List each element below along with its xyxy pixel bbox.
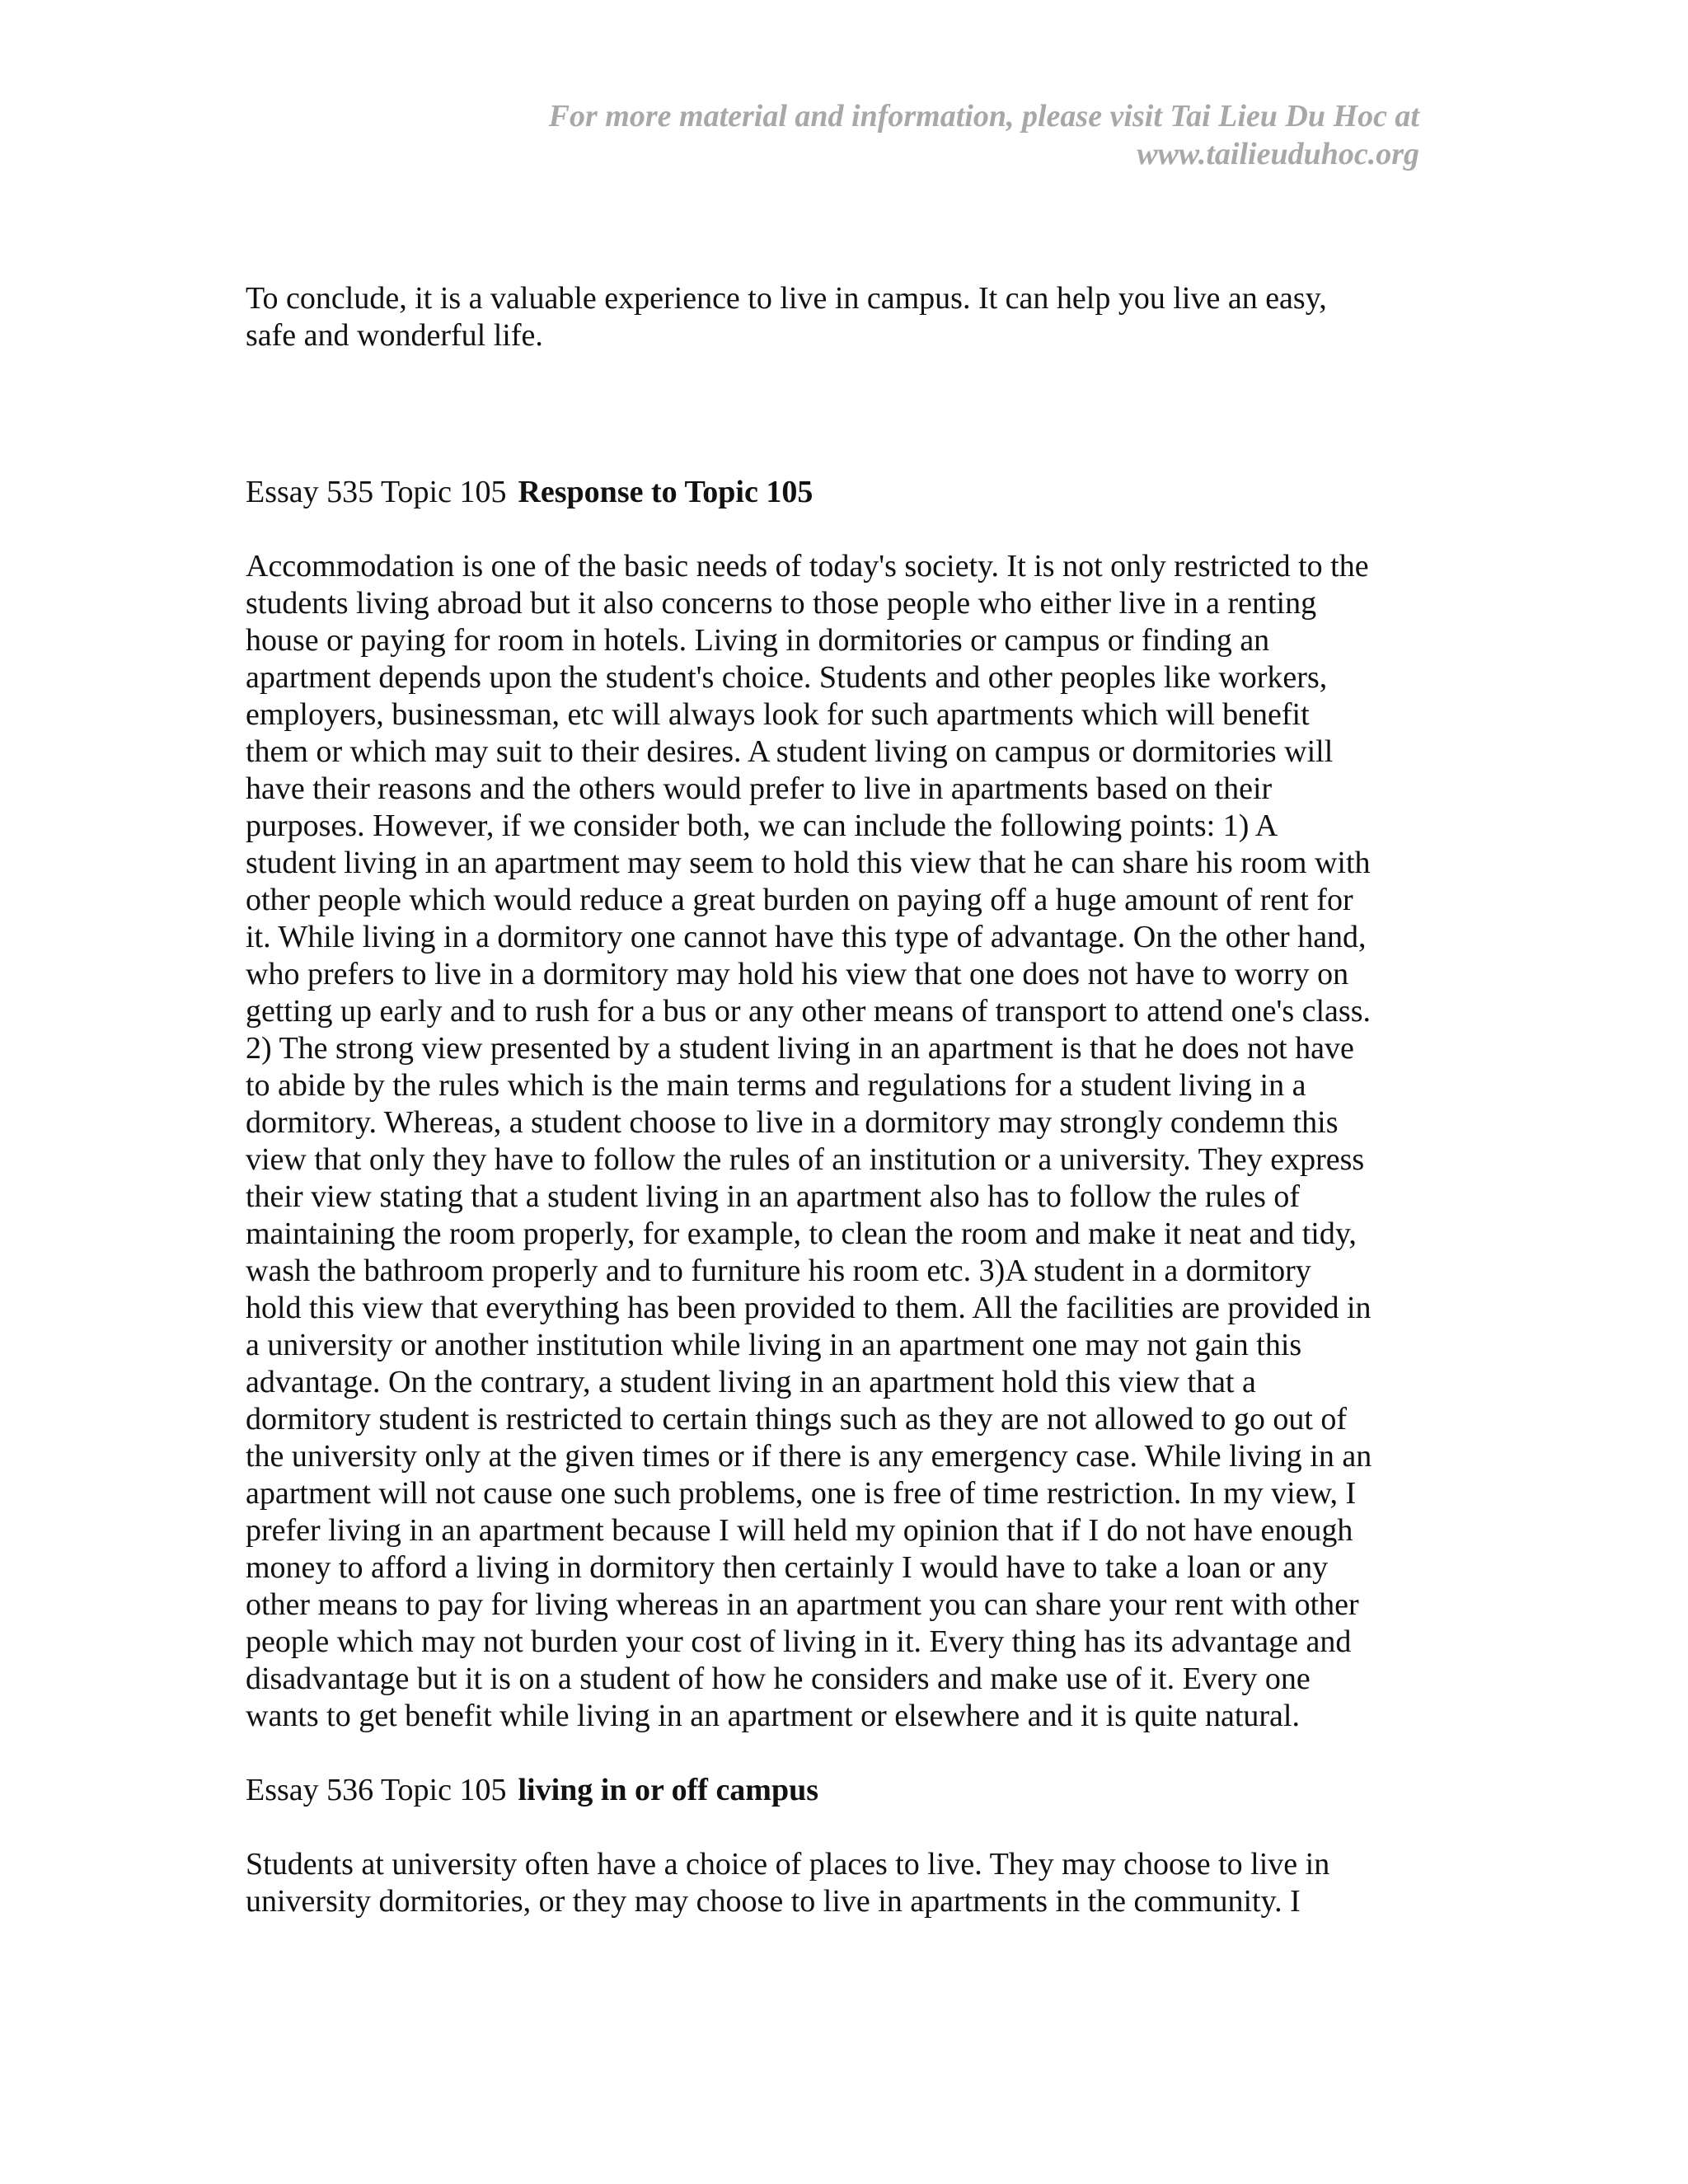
essay-body (246, 1846, 1432, 1920)
text-line: employers, businessman, etc will always look for such apartments which will benefit (246, 697, 1310, 732)
text-line: apartment depends upon the student's choice. Students and other peoples like workers, (246, 660, 1328, 695)
text-line: university dormitories, or they may choose to live in apartments in the community. I (246, 1884, 1301, 1919)
header-line-1: For more material and information, please visit Tai Lieu Du Hoc at (548, 99, 1419, 134)
document-body (246, 280, 1432, 1957)
text-line: the university only at the given times or if there is any emergency case. While living in an (246, 1439, 1372, 1474)
text-line: To conclude, it is a valuable experience to live in campus. It can help you live an easy, (246, 281, 1327, 316)
text-line: disadvantage but it is on a student of how he considers and make use of it. Every one (246, 1661, 1311, 1696)
text-line: 2) The strong view presented by a student living in an apartment is that he does not have (246, 1031, 1354, 1066)
text-line: who prefers to live in a dormitory may hold his view that one does not have to worry on (246, 957, 1349, 991)
essay-title: living in or off campus (518, 1773, 819, 1807)
essay-body (246, 548, 1432, 1735)
text-line: other means to pay for living whereas in an apartment you can share your rent with other (246, 1587, 1359, 1622)
text-line: other people which would reduce a great burden on paying off a huge amount of rent for (246, 883, 1353, 917)
essay-heading (246, 1772, 1432, 1809)
essay-title: Response to Topic 105 (518, 475, 814, 509)
text-line: Accommodation is one of the basic needs of today's society. It is not only restricted to the (246, 549, 1369, 583)
essay-heading (246, 474, 1432, 511)
text-line: advantage. On the contrary, a student living in an apartment hold this view that a (246, 1365, 1256, 1399)
conclusion-paragraph (246, 280, 1432, 354)
text-line: wants to get benefit while living in an apartment or elsewhere and it is quite natural. (246, 1699, 1300, 1733)
text-line: to abide by the rules which is the main terms and regulations for a student living in a (246, 1068, 1306, 1103)
text-line: wash the bathroom properly and to furniture his room etc. 3)A student in a dormitory (246, 1254, 1311, 1288)
text-line: apartment will not cause one such problems, one is free of time restriction. In my view, I (246, 1476, 1357, 1511)
text-line: dormitory student is restricted to certain things such as they are not allowed to go out of (246, 1402, 1348, 1436)
text-line: purposes. However, if we consider both, we can include the following points: 1) A (246, 808, 1278, 843)
text-line: it. While living in a dormitory one cannot have this type of advantage. On the other hand, (246, 920, 1367, 954)
header-url: www.tailieuduhoc.org (1137, 137, 1419, 171)
text-line: a university or another institution while living in an apartment one may not gain this (246, 1328, 1302, 1362)
text-line: view that only they have to follow the rules of an institution or a university. They express (246, 1142, 1365, 1177)
text-line: their view stating that a student living in an apartment also has to follow the rules of (246, 1179, 1301, 1214)
text-line: dormitory. Whereas, a student choose to live in a dormitory may strongly condemn this (246, 1105, 1339, 1140)
text-line: getting up early and to rush for a bus or any other means of transport to attend one's class. (246, 994, 1371, 1029)
text-line: prefer living in an apartment because I will held my opinion that if I do not have enough (246, 1513, 1353, 1548)
text-line: safe and wonderful life. (246, 318, 543, 353)
text-line: have their reasons and the others would prefer to live in apartments based on their (246, 771, 1273, 806)
text-line: maintaining the room properly, for example, to clean the room and make it neat and tidy, (246, 1216, 1357, 1251)
text-line: people which may not burden your cost of living in it. Every thing has its advantage and (246, 1624, 1352, 1659)
text-line: Students at university often have a choice of places to live. They may choose to live in (246, 1847, 1330, 1882)
text-line: money to afford a living in dormitory then certainly I would have to take a loan or any (246, 1550, 1329, 1585)
essay-label: Essay 535 Topic 105 (246, 475, 507, 509)
text-line: them or which may suit to their desires. A student living on campus or dormitories will (246, 734, 1334, 769)
text-line: student living in an apartment may seem to hold this view that he can share his room with (246, 846, 1371, 880)
essay-label: Essay 536 Topic 105 (246, 1773, 507, 1807)
text-line: students living abroad but it also concerns to those people who either live in a renting (246, 586, 1317, 621)
text-line: house or paying for room in hotels. Living in dormitories or campus or finding an (246, 623, 1270, 658)
text-line: hold this view that everything has been provided to them. All the facilities are provided in (246, 1291, 1372, 1325)
page-header (430, 97, 1419, 173)
